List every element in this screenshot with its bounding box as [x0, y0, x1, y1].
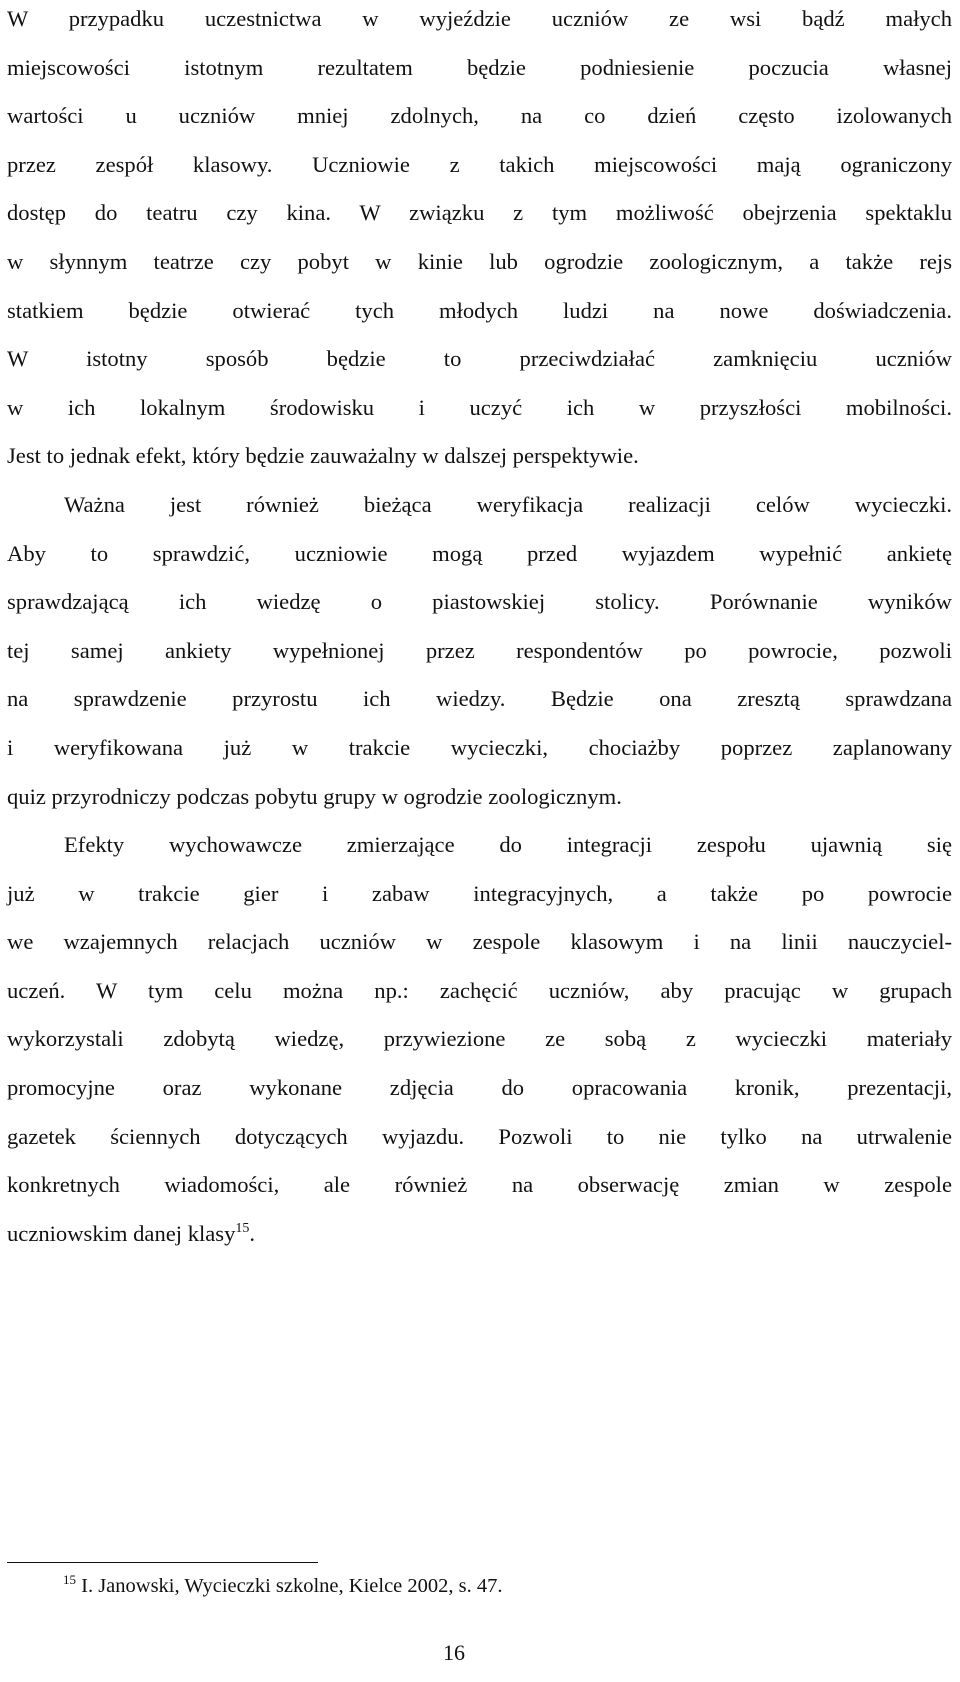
text-line: sprawdzającą ich wiedzę o piastowskiej stolicy. Porównanie wyników [7, 589, 952, 615]
text-line: promocyjne oraz wykonane zdjęcia do opracowania kronik, prezentacji, [7, 1075, 952, 1101]
text-line: statkiem będzie otwierać tych młodych ludzi na nowe doświadczenia. [7, 297, 952, 323]
text-line: przez zespół klasowy. Uczniowie z takich miejscowości mają ograniczony [7, 151, 952, 177]
text-line: Aby to sprawdzić, uczniowie mogą przed wyjazdem wypełnić ankietę [7, 540, 952, 566]
footnote-separator [7, 1562, 318, 1563]
footnote-text: I. Janowski, Wycieczki szkolne, Kielce 2002, s. 47. [81, 1575, 503, 1597]
text-line: na sprawdzenie przyrostu ich wiedzy. Będzie ona zresztą sprawdzana [7, 686, 952, 712]
text-line: Jest to jednak efekt, który będzie zauważalny w dalszej perspektywie. [7, 443, 639, 469]
text-line: wartości u uczniów mniej zdolnych, na co dzień często izolowanych [7, 103, 952, 129]
text-line: dostęp do teatru czy kina. W związku z tym możliwość obejrzenia spektaklu [7, 200, 952, 226]
text-line: we wzajemnych relacjach uczniów w zespole klasowym i na linii nauczyciel- [7, 929, 952, 955]
text-line: tej samej ankiety wypełnionej przez respondentów po powrocie, pozwoli [7, 637, 952, 663]
text-line: w ich lokalnym środowisku i uczyć ich w przyszłości mobilności. [7, 394, 952, 420]
final-line-text: uczniowskim danej klasy [7, 1220, 236, 1246]
paragraph-1 [7, 0, 952, 481]
text-line: gazetek ściennych dotyczących wyjazdu. Pozwoli to nie tylko na utrwalenie [7, 1123, 952, 1149]
text-line: quiz przyrodniczy podczas pobytu grupy w ogrodzie zoologicznym. [7, 783, 622, 809]
sentence-period: . [249, 1220, 256, 1246]
body-text [7, 0, 952, 1258]
footnote-reference[interactable]: 15 [235, 1220, 250, 1236]
text-line: konkretnych wiadomości, ale również na obserwację zmian w zespole [7, 1172, 952, 1198]
paragraph-2 [7, 481, 952, 821]
page-number: 16 [443, 1640, 465, 1665]
paragraph-3 [7, 821, 952, 1258]
text-line: w słynnym teatrze czy pobyt w kinie lub ogrodzie zoologicznym, a także rejs [7, 248, 952, 274]
text-line: W przypadku uczestnictwa w wyjeździe uczniów ze wsi bądź małych [7, 6, 952, 31]
text-line: uczeń. W tym celu można np.: zachęcić uczniów, aby pracując w grupach [7, 977, 952, 1003]
footnote-marker: 15 [63, 1572, 76, 1587]
footnote [63, 1573, 503, 1599]
text-line: miejscowości istotnym rezultatem będzie podniesienie poczucia własnej [7, 54, 952, 80]
text-line: Ważna jest również bieżąca weryfikacja realizacji celów wycieczki. [64, 491, 952, 517]
text-line: W istotny sposób będzie to przeciwdziałać zamknięciu uczniów [7, 346, 952, 372]
text-line: wykorzystali zdobytą wiedzę, przywiezione ze sobą z wycieczki materiały [7, 1026, 952, 1052]
text-line: już w trakcie gier i zabaw integracyjnych, a także po powrocie [7, 880, 952, 906]
text-line: i weryfikowana już w trakcie wycieczki, chociażby poprzez zaplanowany [7, 734, 952, 760]
text-line-final [7, 1210, 952, 1259]
text-line: Efekty wychowawcze zmierzające do integracji zespołu ujawnią się [64, 832, 952, 858]
